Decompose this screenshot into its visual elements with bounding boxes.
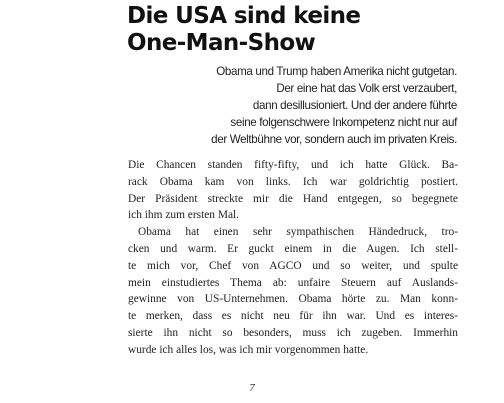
body-line: Obama hat einen sehr sympathischen Händedruck, tro- [138,226,458,239]
lead-line: der Weltbühne vor, sondern auch im privaten Kreis. [211,133,457,146]
body-line: cken und warm. Er guckt einem in die Augen. Ich stell- [128,242,458,255]
body-line: gewinne von US-Unternehmen. Obama hörte zu. Man konn- [128,293,458,306]
body-text [128,157,458,359]
body-line: te merken, dass es nicht neu für ihn war. Und es interes- [128,310,458,323]
chapter-title [127,3,457,57]
body-line: wurde ich alles los, was ich mir vorgenommen hatte. [128,343,369,356]
chapter-lead [125,63,457,148]
lead-line: Der eine hat das Volk erst verzaubert, [276,82,457,95]
body-line: rack Obama kam von links. Ich war goldrichtig postiert. [128,175,458,188]
lead-line: dann desillusioniert. Und der andere führte [252,99,457,112]
chapter-title-line: One-Man-Show [127,30,316,56]
body-line: ich ihm zum ersten Mal. [128,209,240,222]
body-line: Der Präsident streckte mir die Hand entgegen, so begegnete [128,192,458,205]
body-line: mein einstudiertes Thema ab: unfaire Steuern auf Auslands- [128,276,458,289]
lead-line: seine folgenschwere Inkompetenz nicht nur auf [230,116,457,129]
body-line: te mich vor, Chef von AGCO und so weiter, und spulte [128,259,458,272]
lead-line: Obama und Trump haben Amerika nicht gutgetan. [216,65,457,78]
chapter-title-line: Die USA sind keine [127,3,361,29]
page-number: 7 [249,382,255,394]
body-line: sierte ihn nicht so besonders, muss ich zugeben. Immerhin [128,326,458,339]
body-line: Die Chancen standen fifty-fifty, und ich hatte Glück. Ba- [128,159,458,171]
